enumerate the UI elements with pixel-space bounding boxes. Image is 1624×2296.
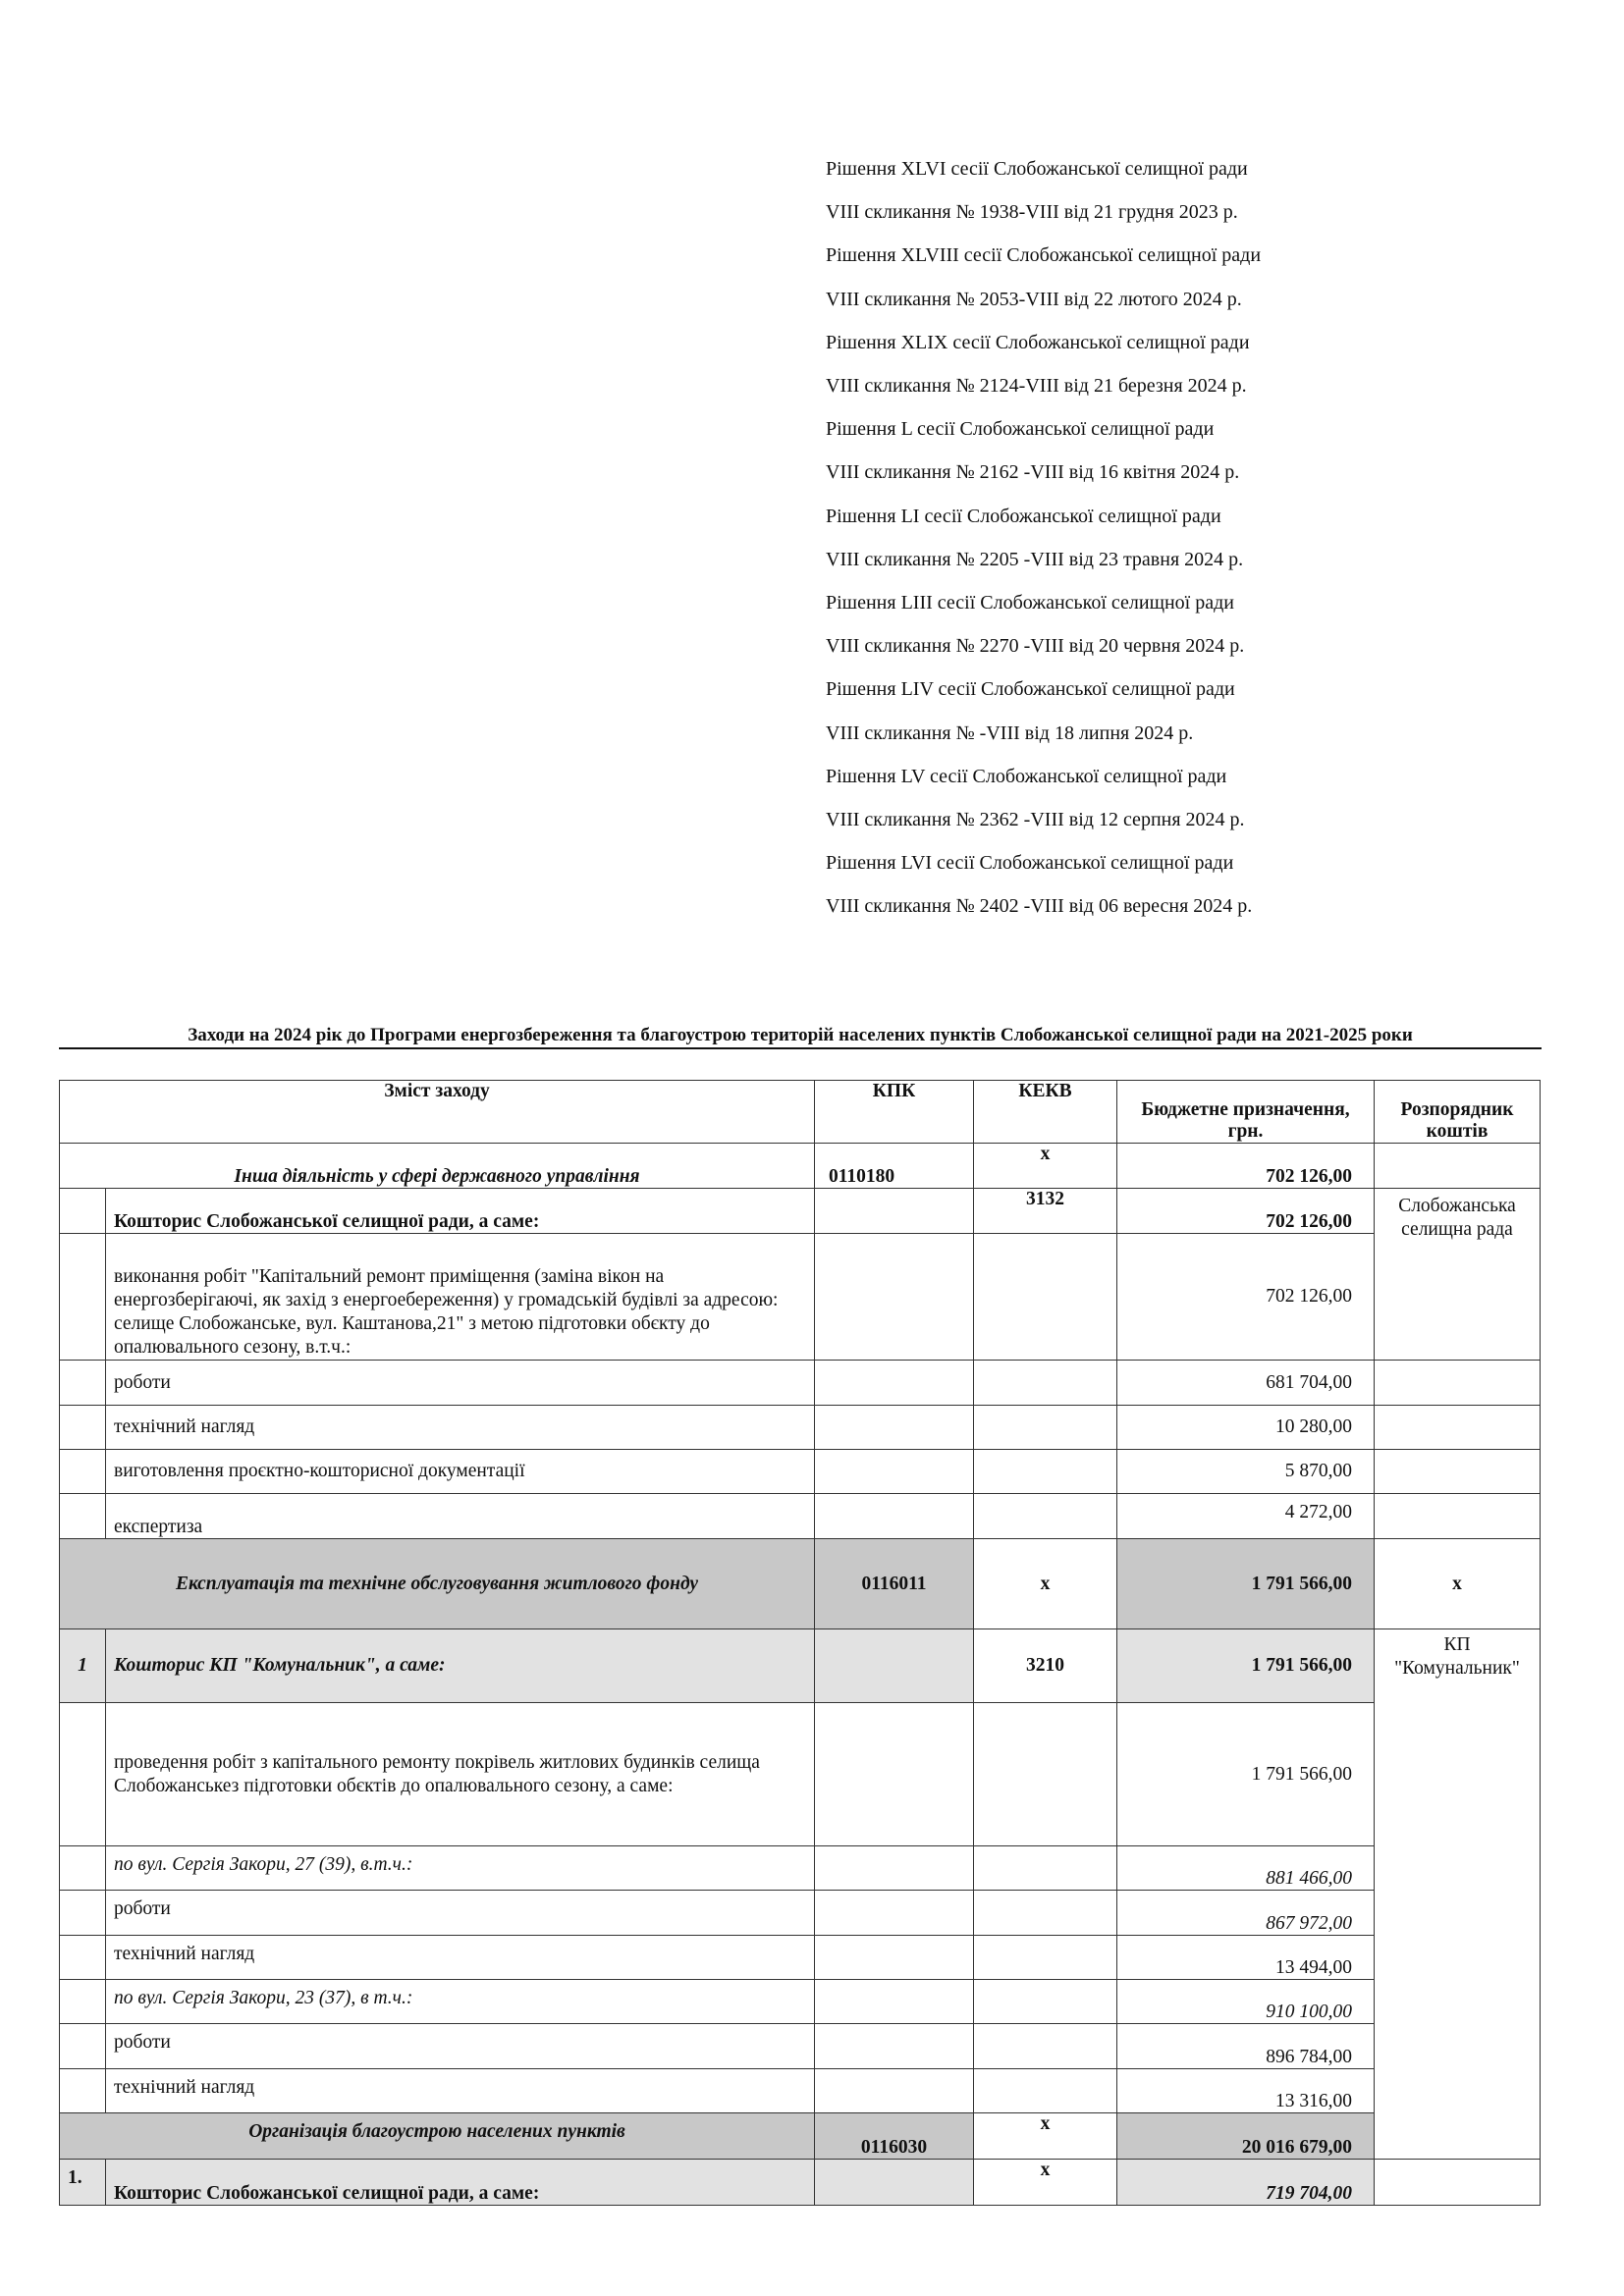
item-label: по вул. Сергія Закори, 23 (37), в т.ч.:	[106, 1980, 815, 2024]
estimate-kekv: 3210	[974, 1629, 1117, 1703]
item-label: технічний нагляд	[106, 2069, 815, 2113]
section-row-state-management	[60, 1144, 1541, 1189]
decision-reference-line: VIII скликання № 2362 -VIII від 12 серпня 2024 р.	[826, 809, 1245, 831]
decision-reference-line: VIII скликання № 2402 -VIII від 06 вересня 2024 р.	[826, 895, 1253, 918]
item-row	[60, 2069, 1541, 2113]
decision-reference-line: Рішення LIII сесії Слобожанської селищної ради	[826, 592, 1234, 614]
table-header-row	[60, 1081, 1541, 1144]
work-row-roofs	[60, 1703, 1541, 1846]
item-label: технічний нагляд	[106, 1406, 815, 1450]
section-row-housing	[60, 1539, 1541, 1629]
section-name: Організація благоустрою населених пунктів	[60, 2113, 815, 2160]
decision-reference-line: Рішення L сесії Слобожанської селищної ради	[826, 418, 1215, 441]
estimate-name: Кошторис Слобожанської селищної ради, а саме:	[106, 1189, 815, 1234]
decision-reference-line: Рішення XLIX сесії Слобожанської селищної ради	[826, 331, 1250, 353]
item-amount: 13 316,00	[1117, 2069, 1375, 2113]
estimate-amount: 719 704,00	[1117, 2160, 1375, 2206]
item-label: по вул. Сергія Закори, 27 (39), в.т.ч.:	[106, 1846, 815, 1891]
section-amount: 1 791 566,00	[1117, 1539, 1375, 1629]
section-row-landscaping	[60, 2113, 1541, 2160]
item-amount: 881 466,00	[1117, 1846, 1375, 1891]
decision-reference-line: Рішення LVI сесії Слобожанської селищної ради	[826, 852, 1234, 875]
work-row-windows	[60, 1234, 1541, 1361]
decision-reference-line: Рішення XLVI сесії Слобожанської селищної ради	[826, 158, 1248, 180]
measures-table	[59, 1080, 1541, 2206]
item-label: технічний нагляд	[106, 1936, 815, 1980]
estimate-kekv: х	[974, 2160, 1117, 2206]
decision-reference-line: VIII скликання № 1938-VIII від 21 грудня 2023 р.	[826, 201, 1238, 224]
estimate-name: Кошторис Слобожанської селищної ради, а саме:	[106, 2160, 815, 2206]
decision-reference-line: VIII скликання № 2205 -VIII від 23 травня 2024 р.	[826, 548, 1244, 570]
item-amount: 10 280,00	[1117, 1406, 1375, 1450]
item-amount: 681 704,00	[1117, 1361, 1375, 1406]
section-kekv: х	[974, 1144, 1117, 1189]
work-amount: 1 791 566,00	[1117, 1703, 1375, 1846]
item-amount: 867 972,00	[1117, 1891, 1375, 1936]
estimate-amount: 1 791 566,00	[1117, 1629, 1375, 1703]
item-amount: 910 100,00	[1117, 1980, 1375, 2024]
decision-reference-line: Рішення LIV сесії Слобожанської селищної ради	[826, 678, 1235, 701]
section-name: Експлуатація та технічне обслуговування житлового фонду	[60, 1539, 815, 1629]
item-label: роботи	[106, 1891, 815, 1936]
estimate-number: 1	[60, 1629, 106, 1703]
column-header-content: Зміст заходу	[60, 1081, 815, 1144]
item-row	[60, 2024, 1541, 2069]
item-label: виготовлення проєктно-кошторисної документації	[106, 1450, 815, 1494]
column-header-budget: Бюджетне призначення, грн.	[1117, 1081, 1375, 1144]
decision-reference-line: VIII скликання № 2162 -VIII від 16 квітня 2024 р.	[826, 461, 1240, 484]
estimate-amount: 702 126,00	[1117, 1189, 1375, 1234]
document-title: Заходи на 2024 рік до Програми енергозбереження та благоустрою територій населених пунктів Слобожанської селищної ради на 2021-2025 роки	[59, 1025, 1542, 1049]
item-label: експертиза	[106, 1494, 815, 1539]
decision-reference-line: Рішення LI сесії Слобожанської селищної ради	[826, 505, 1221, 527]
section-kpk: 0110180	[815, 1144, 974, 1189]
estimate-kekv: 3132	[974, 1189, 1117, 1234]
work-description: проведення робіт з капітального ремонту покрівель житлових будинків селища Слобожанськез підготовки обєктів до опалювального сезону, а саме:	[106, 1703, 815, 1846]
decision-reference-line: VIII скликання № 2270 -VIII від 20 червня 2024 р.	[826, 635, 1245, 658]
section-name: Інша діяльність у сфері державного управління	[60, 1144, 815, 1189]
column-header-kekv: КЕКВ	[974, 1081, 1117, 1144]
item-row	[60, 1980, 1541, 2024]
decision-references	[826, 147, 1572, 929]
manager-komunalnyk: КП "Комунальник"	[1375, 1629, 1541, 2160]
section-amount: 20 016 679,00	[1117, 2113, 1375, 2160]
decision-reference-line: Рішення LV сесії Слобожанської селищної ради	[826, 765, 1227, 787]
section-amount: 702 126,00	[1117, 1144, 1375, 1189]
column-header-kpk: КПК	[815, 1081, 974, 1144]
item-row	[60, 1450, 1541, 1494]
section-kekv: х	[974, 1539, 1117, 1629]
item-amount: 896 784,00	[1117, 2024, 1375, 2069]
estimate-row-council	[60, 1189, 1541, 1234]
item-label: роботи	[106, 1361, 815, 1406]
manager-council: Слобожанська селищна рада	[1375, 1189, 1541, 1361]
section-kpk: 0116011	[815, 1539, 974, 1629]
item-label: роботи	[106, 2024, 815, 2069]
estimate-row-komunalnyk	[60, 1629, 1541, 1703]
item-row	[60, 1846, 1541, 1891]
estimate-number: 1.	[60, 2160, 106, 2206]
decision-reference-line: VIII скликання № 2053-VIII від 22 лютого 2024 р.	[826, 288, 1242, 310]
item-row	[60, 1406, 1541, 1450]
estimate-name: Кошторис КП "Комунальник", а саме:	[106, 1629, 815, 1703]
work-description: виконання робіт "Капітальний ремонт приміщення (заміна вікон на енергозберігаючі, як захід з енергоебереження) у громадській будівлі за адресою: селище Слобожанське, вул. Каштанова,21" з метою підготовки обєкту до опалювального сезону, в.т.ч.:	[106, 1234, 815, 1361]
column-header-manager: Розпорядник коштів	[1375, 1081, 1541, 1144]
decision-reference-line: VIII скликання № 2124-VIII від 21 березня 2024 р.	[826, 375, 1247, 398]
item-amount: 4 272,00	[1117, 1494, 1375, 1539]
item-row	[60, 1494, 1541, 1539]
estimate-row-council-landscaping	[60, 2160, 1541, 2206]
work-amount: 702 126,00	[1117, 1234, 1375, 1361]
decision-reference-line: VIII скликання № -VIII від 18 липня 2024 р.	[826, 721, 1194, 744]
section-kpk: 0116030	[815, 2113, 974, 2160]
decision-reference-line: Рішення XLVIII сесії Слобожанської селищної ради	[826, 244, 1262, 267]
item-row	[60, 1936, 1541, 1980]
item-row	[60, 1891, 1541, 1936]
section-manager: х	[1375, 1539, 1541, 1629]
item-amount: 5 870,00	[1117, 1450, 1375, 1494]
item-row	[60, 1361, 1541, 1406]
section-kekv: х	[974, 2113, 1117, 2160]
item-amount: 13 494,00	[1117, 1936, 1375, 1980]
